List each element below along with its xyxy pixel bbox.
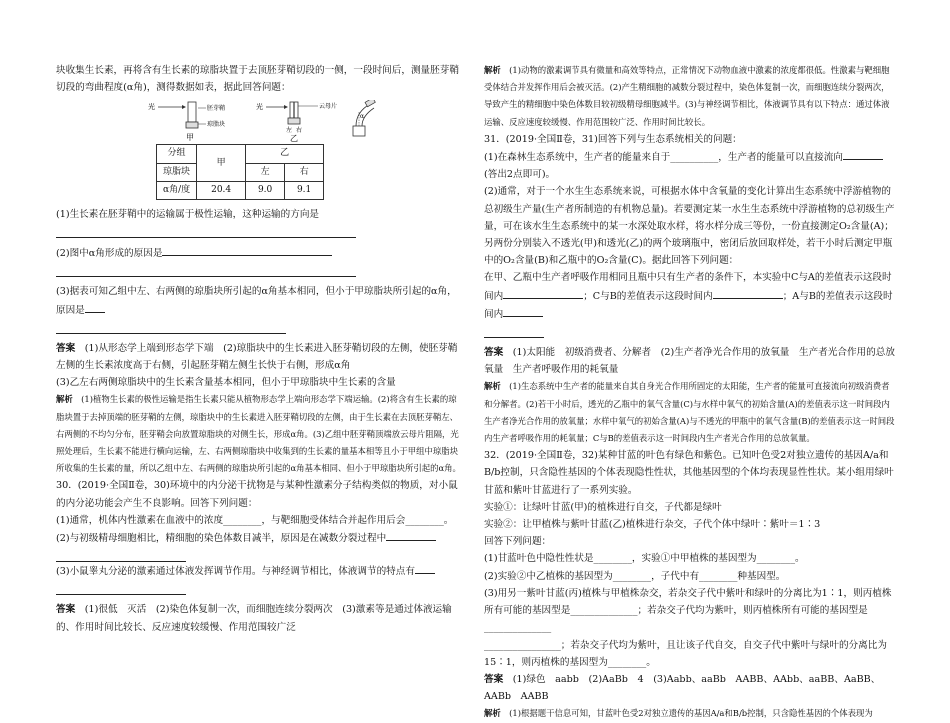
question-30-2: (2)与初级精母细胞相比，精细胞的染色体数目减半，原因是在减数分裂过程中 [56,529,464,547]
question-30-1: (1)通常，机体内性激素在血液中的浓度________，与靶细胞受体结合并起作用后会________。 [56,514,454,526]
table-yi-left: 左 [246,163,285,181]
table-group-jia: 甲 [197,145,246,181]
jia-agar-label: 琼脂块 [207,121,226,129]
answer-31: 答案 (1)太阳能 初级消费者、分解者 (2)生产者净光合作用的放氧量 生产者光合作用的总放氧量 生产者呼吸作用的耗氧量 [484,347,895,376]
yi-left-label: 左 [286,127,293,135]
answer-line-3 [56,319,286,334]
table-header-agar: 琼脂块 [157,163,197,181]
experiment-1: 实验①：让绿叶甘蓝(甲)的植株进行自交，子代都是绿叶 [484,501,722,513]
answer-29-part3: (3)乙左右两侧琼脂块中的生长素含量基本相同，但小于甲琼脂块中生长素的含量 [56,377,396,389]
explanation-32: 解析 (1)根据题干信息可知，甘蓝叶色受2对独立遗传的基因A/a和B/b控制，只含隐性基因的个体表现为 [484,708,873,719]
question-32-3b: ________________；若杂交子代均为紫叶，且让该子代自交，自交子代中紫叶与绿叶的分离比为15∶1，则丙植株的基因型为________。 [484,639,887,668]
question-2: (2)图中α角形成的原因是 [56,244,464,262]
table-value-yi-left: 9.0 [246,181,285,199]
question-31-3: 在甲、乙瓶中生产者呼吸作用相同且瓶中只有生产者的条件下，本实验中C与A的差值表示这段时间内 ；C与B的差值表示这段时间内 ；A与B的差值表示这段时间内 [484,272,893,320]
data-table [156,144,324,200]
jia-label: 甲 [186,133,194,143]
question-3: (3)据表可知乙组中左、右两侧的琼脂块所引起的α角基本相同，但小于甲琼脂块所引起的α角，原因是 [56,286,457,316]
question-31-1-note: (答出2点即可)。 [484,169,556,181]
coleoptile-diagram [148,100,408,142]
svg-text:α: α [360,113,365,121]
table-yi-right: 右 [285,163,324,181]
answer-line-31-3 [484,323,544,338]
table-header-angle: α角/度 [157,181,197,199]
question-32-heading: 32．(2019·全国Ⅱ卷，32)某种甘蓝的叶色有绿色和紫色。已知叶色受2对独立遗传的基因A/a和B/b控制，只含隐性基因的个体表现隐性性状，其他基因型的个体均表现显性性状。某小组用绿叶甘蓝和紫叶甘蓝进行了一系列实验。 [484,450,894,496]
answer-32: 答案 (1)绿色 aabb (2)AaBb 4 (3)Aabb、aaBb AABB、AAbb、aaBB、AaBB、AABb AABB [484,673,881,703]
answer-30: 答案 (1)很低 灭活 (2)染色体复制一次，而细胞连续分裂两次 (3)激素等是通过体液运输的、作用时间比较长、反应速度较缓慢、作用范围较广泛 [56,604,452,633]
question-32-1: (1)甘蓝叶色中隐性性状是________，实验①中甲植株的基因型为________。 [484,553,805,565]
question-32-2: (2)实验②中乙植株的基因型为________，子代中有________种基因型。 [484,570,786,582]
yi-right-label: 右 [296,127,303,135]
jia-coleoptile-label: 胚芽鞘 [207,105,226,113]
mica-label: 云母片 [319,103,338,111]
explanation-29: 解析 (1)植物生长素的极性运输是指生长素只能从植物形态学上端向形态学下端运输。(2)将含有生长素的琼脂块置于去掉顶端的胚芽鞘的左侧，琼脂块中的生长素进入胚芽鞘切段的左侧，由于生长素在去顶胚芽鞘左、右两侧的不均匀分布，胚芽鞘会向放置琼脂块的对侧生长，形成α角。(3)乙组中胚芽鞘顶端放云母片阻隔，光照处理后，生长素不能进行横向运输，左、右两侧琼脂块中收集到的生长素的量基本相等且小于甲组中琼脂块所收集的生长素的量，所以乙组中左、右两侧的琼脂块所引起的α角基本相同、但小于甲琼脂块所引起的α角。 [56,394,461,474]
experiment-figure [56,100,464,142]
yi-light-label: 光 [256,103,263,112]
table-value-jia: 20.4 [197,181,246,199]
question-31-heading: 31．(2019·全国Ⅱ卷，31)回答下列与生态系统相关的问题： [484,133,742,145]
table-value-yi-right: 9.1 [285,181,324,199]
explanation-31: 解析 (1)生态系统中生产者的能量来自其自身光合作用所固定的太阳能，生产者的能量可直接流向初级消费者和分解者。(2)若干小时后，透光的乙瓶中的氧气含量(C)与水样中氧气的初始含量(A)的差值表示这一时间段内生产者净光合作用的放氧量；水样中氧气的初始含量(A)与不透光的甲瓶中的氧气含量(B)的差值表示这一时间段内生产者呼吸作用的耗氧量；C与B的差值表示这一时间段内生产者光合作用的总放氧量。 [484,381,895,444]
question-31-2: (2)通常，对于一个水生生态系统来说，可根据水体中含氧量的变化计算出生态系统中浮游植物的总初级生产量(生产者所制造的有机物总量)。若要测定某一水生生态系统中浮游植物的总初级生产量，可在该水生生态系统中的某一水深处取水样，将水样分成三等份，一份直接测定O₂含量(A)；另两份分别装入不透光(甲)和透光(乙)的两个玻璃瓶中，密闭后放回取样处，若干小时后测定甲瓶中的O₂含量(B)和乙瓶中的O₂含量(C)。据此回答下列问题： [484,186,895,267]
answer-29: 答案 (1)从形态学上端到形态学下端 (2)琼脂块中的生长素进入胚芽鞘切段的左侧，使胚芽鞘左侧的生长素浓度高于右侧，引起胚芽鞘左侧生长快于右侧，形成α角 [56,342,458,372]
intro-text: 块收集生长素，再将含有生长素的琼脂块置于去顶胚芽鞘切段的一侧，一段时间后，测量胚芽鞘切段的弯曲程度(α角)，测得数据如表，据此回答问题： [56,65,459,94]
question-30-heading: 30．(2019·全国Ⅱ卷，30)环境中的内分泌干扰物是与某种性激素分子结构类似的物质，对小鼠的内分泌功能会产生不良影响。回答下列问题： [56,480,458,509]
right-column [484,62,896,723]
experiment-2: 实验②：让甲植株与紫叶甘蓝(乙)植株进行杂交，子代个体中绿叶∶紫叶＝1∶3 [484,519,821,531]
jia-light-label: 光 [148,103,155,112]
yi-label: 乙 [290,134,298,143]
answer-line-2 [56,262,356,277]
answer-line-1 [56,223,356,238]
answer-line-30-3 [56,580,186,595]
question-32-ask: 回答下列问题： [484,536,552,548]
left-column [56,62,464,636]
table-group-yi: 乙 [246,145,324,163]
table-header-group: 分组 [157,145,197,163]
question-1: (1)生长素在胚芽鞘中的运输属于极性运输，这种运输的方向是 [56,209,320,221]
question-30-3: (3)小鼠睾丸分泌的激素通过体液发挥调节作用。与神经调节相比，体液调节的特点有 [56,562,464,580]
question-32-3: (3)用另一紫叶甘蓝(丙)植株与甲植株杂交，若杂交子代中紫叶和绿叶的分离比为1∶1，则丙植株所有可能的基因型是______________；若杂交子代均为紫叶，则丙植株所有可能的基因型是______________ [484,587,892,634]
answer-line-30-2 [56,547,186,562]
question-31-1: (1)在森林生态系统中，生产者的能量来自于__________，生产者的能量可以直接流向 [484,148,896,166]
explanation-30: 解析 (1)动物的激素调节具有微量和高效等特点，正常情况下动物血液中激素的浓度都很低。性激素与靶细胞受体结合并发挥作用后会被灭活。(2)产生精细胞的减数分裂过程中，染色体复制一次，而细胞连续分裂两次，导致产生的精细胞中染色体数目较初级精母细胞减半。(3)与神经调节相比，体液调节具有以下特点：通过体液运输、反应速度较缓慢、作用范围较广泛、作用时间比较长。 [484,65,890,127]
